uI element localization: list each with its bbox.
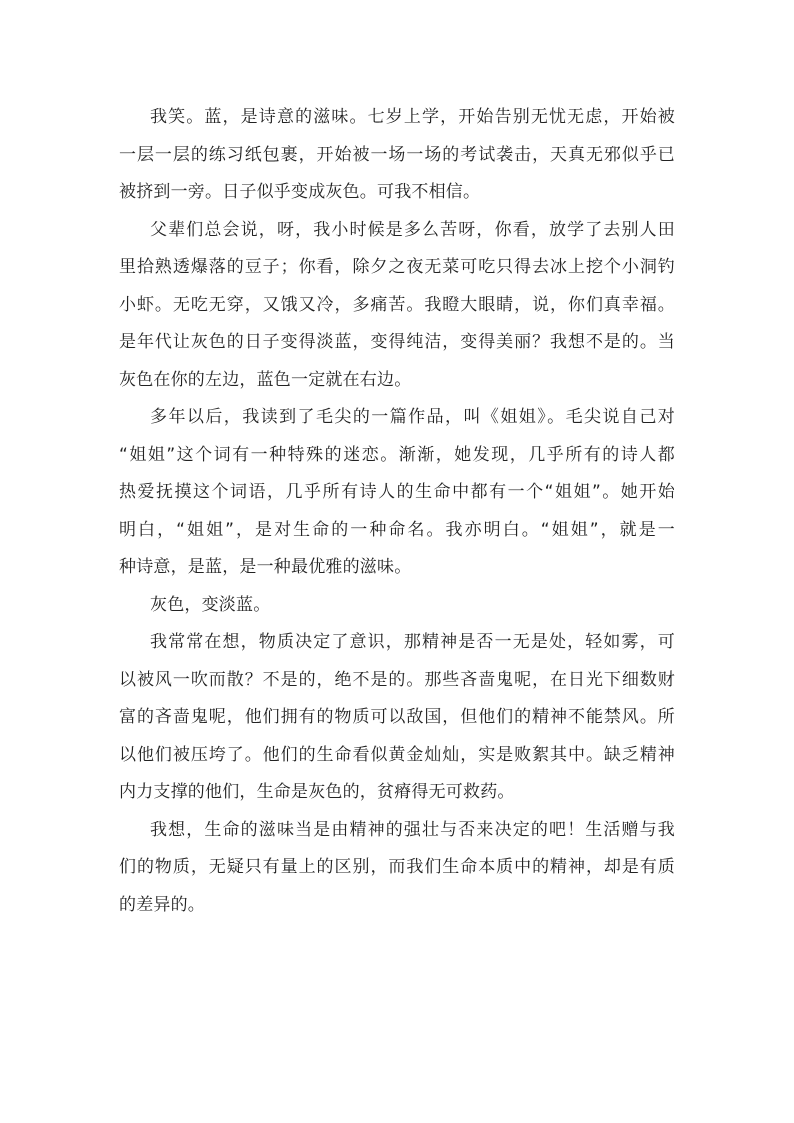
text-line: 种诗意，是蓝，是一种最优雅的滋味。	[119, 557, 412, 577]
text-line: 我常常在想，物质决定了意识，那精神是否一无是处，轻如雾，可	[150, 632, 675, 652]
text-line: 灰色，变淡蓝。	[150, 594, 271, 615]
text-line: 我想，生命的滋味当是由精神的强壮与否来决定的吧！生活赠与我	[150, 819, 675, 840]
text-line: “姐姐”这个词有一种特殊的迷恋。渐渐，她发现，几乎所有的诗人都	[119, 444, 675, 465]
text-line: 一层一层的练习纸包裹，开始被一场一场的考试袭击，天真无邪似乎已	[119, 144, 675, 165]
text-line: 多年以后，我读到了毛尖的一篇作品，叫《姐姐》。毛尖说自己对	[150, 407, 675, 427]
paragraph-3	[119, 399, 675, 587]
paragraph-4	[119, 587, 675, 625]
paragraph-5	[119, 624, 675, 812]
text-line: 以被风一吹而散？不是的，绝不是的。那些吝啬鬼呢，在日光下细数财	[119, 669, 675, 690]
article-body	[119, 99, 675, 924]
text-line: 我笑。蓝，是诗意的滋味。七岁上学，开始告别无忧无虑，开始被	[150, 107, 675, 127]
text-line: 以他们被压垮了。他们的生命看似黄金灿灿，实是败絮其中。缺乏精神	[119, 744, 675, 765]
text-line: 里拾熟透爆落的豆子；你看，除夕之夜无菜可吃只得去冰上挖个小洞钓	[119, 257, 675, 277]
text-line: 们的物质，无疑只有量上的区别，而我们生命本质中的精神，却是有质	[119, 857, 675, 877]
text-line: 是年代让灰色的日子变得淡蓝，变得纯洁，变得美丽？我想不是的。当	[119, 332, 675, 352]
text-line: 内力支撑的他们，生命是灰色的，贫瘠得无可救药。	[119, 782, 515, 802]
text-line: 富的吝啬鬼呢，他们拥有的物质可以敌国，但他们的精神不能禁风。所	[119, 707, 675, 727]
paragraph-2	[119, 212, 675, 400]
paragraph-1	[119, 99, 675, 212]
text-line: 的差异的。	[119, 894, 205, 915]
paragraph-6	[119, 812, 675, 925]
text-line: 明白，“姐姐”，是对生命的一种命名。我亦明白。“姐姐”，就是一	[119, 519, 675, 540]
text-line: 父辈们总会说，呀，我小时候是多么苦呀，你看，放学了去别人田	[150, 219, 675, 240]
text-line: 灰色在你的左边，蓝色一定就在右边。	[119, 369, 412, 390]
text-line: 小虾。无吃无穿，又饿又冷，多痛苦。我瞪大眼睛，说，你们真幸福。	[119, 294, 675, 315]
text-line: 被挤到一旁。日子似乎变成灰色。可我不相信。	[119, 182, 481, 202]
text-line: 热爱抚摸这个词语，几乎所有诗人的生命中都有一个“姐姐”。她开始	[119, 482, 675, 502]
